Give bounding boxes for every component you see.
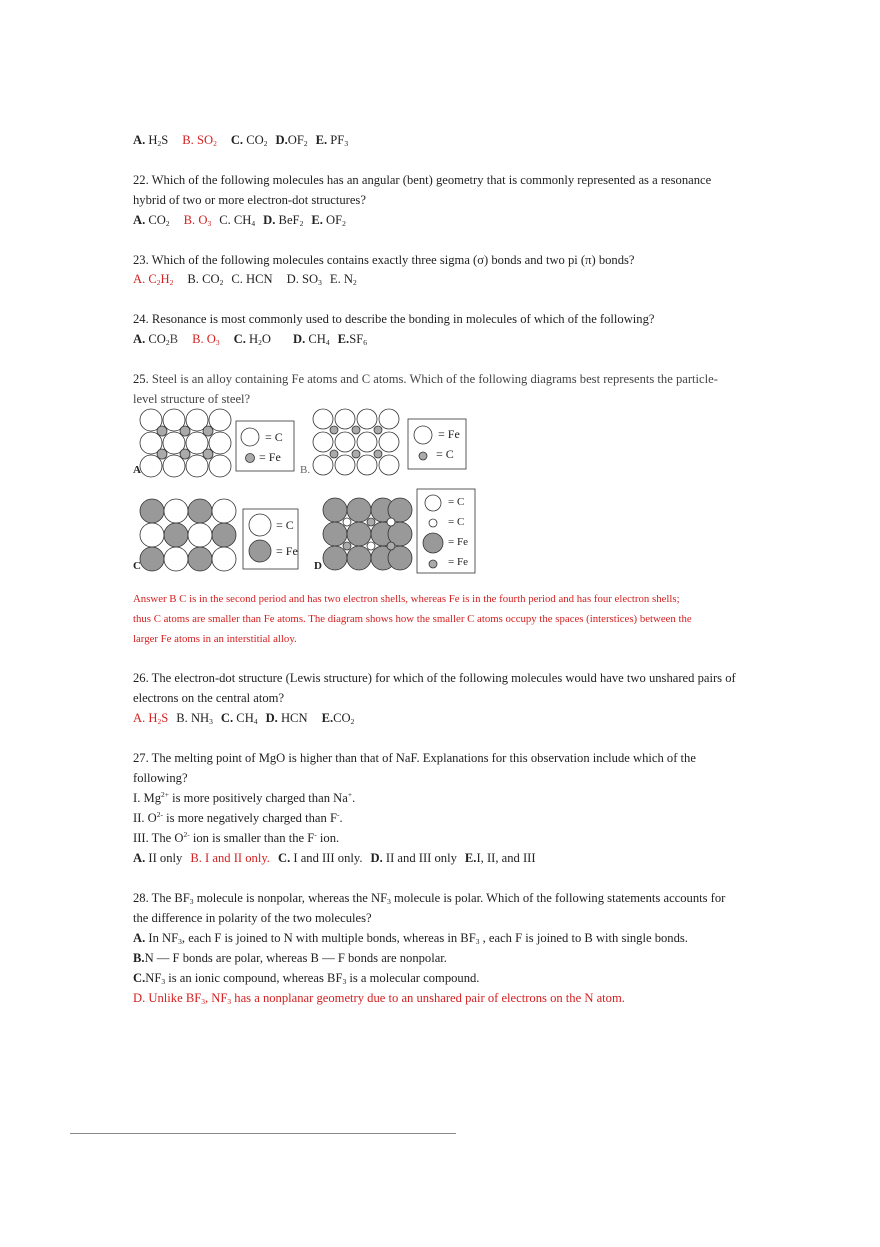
q28-stem-line1: 28. The $BF_3$ molecule is nonpolar, whereas the $NF_3$ molecule is polar. Which of the following statements accounts for [133, 891, 726, 906]
diagram-c-label: C [133, 560, 141, 572]
q28-stem-line2: the difference in polarity of the two molecules? [133, 911, 372, 925]
q25-answer-line1: Answer B C is in the second period and has two electron shells, whereas Fe is in the fourth period and has four electron shells; [133, 593, 680, 605]
diagram-a-legend-fe: = Fe [259, 450, 281, 464]
q27-statement-3: III. The $O^{2-}$ ion is smaller than the F- ion. [133, 830, 340, 845]
q25-answer-line3: larger Fe atoms in an interstitial alloy. [133, 633, 297, 645]
diagram-c-legend-fe: = Fe [276, 544, 298, 558]
q25-stem-line2: level structure of steel? [133, 392, 251, 406]
q23-stem: 23. Which of the following molecules contains exactly three sigma (σ) bonds and two pi (π) bonds? [133, 253, 635, 267]
diagram-b [312, 408, 472, 480]
diagram-d-label: D [314, 560, 322, 572]
q22-stem-line2: hybrid of two or more electron-dot structures? [133, 193, 366, 207]
diagram-b-legend-fe: = Fe [438, 427, 460, 441]
diagram-b-label: B. [300, 464, 311, 476]
q27-statement-1: I. $Mg^{2+}$ is more positively charged than Na+. [133, 790, 356, 805]
q22-options: A. $CO_2$ B. $O_3$ C. $CH_4$ D. BeF$_2$ E. $OF_2$ [133, 213, 346, 228]
diagram-c-legend-c: = C [276, 518, 294, 532]
diagram-c [139, 498, 299, 574]
q27-statement-2: II. $O^{2-}$ is more negatively charged than F-. [133, 810, 343, 825]
diagram-a-legend-c: = C [265, 430, 283, 444]
q27-options: A. II only B. I and II only. C. I and III only. D. II and III only E.I, II, and III [133, 851, 536, 865]
q25-answer-line2: thus C atoms are smaller than Fe atoms. The diagram shows how the smaller C atoms occupy the spaces (interstices) between the [133, 613, 692, 625]
q27-stem-line2: following? [133, 771, 188, 785]
diagram-d-legend-3: = Fe [448, 536, 468, 548]
q25-stem-line1: 25. Steel is an alloy containing Fe atoms and C atoms. Which of the following diagrams best represents the particle- [133, 372, 718, 386]
q26-options: A. $H_2S$ B. $NH_3$ C. $CH_4$ D. HCN $E.CO_2$ [133, 711, 355, 726]
q27-stem-line1: 27. The melting point of MgO is higher than that of NaF. Explanations for this observation include which of the [133, 751, 696, 765]
q28-option-d: D. Unlike $BF_3$, $NF_3$ has a nonplanar geometry due to an unshared pair of electrons on the N atom. [133, 991, 625, 1006]
q23-options: A. $C_2H_2$ B. $CO_2$ C. HCN D. $SO_3$ E. $N_2$ [133, 272, 357, 287]
q28-option-a: A. In $NF_3$, each F is joined to N with multiple bonds, whereas in $BF_3$ , each F is joined to B with single bonds. [133, 931, 688, 946]
diagram-b-legend-c: = C [436, 447, 454, 461]
diagram-d-legend-1: = C [448, 496, 465, 508]
q26-stem-line1: 26. The electron-dot structure (Lewis structure) for which of the following molecules would have two unshared pairs of [133, 671, 736, 685]
diagram-a-label: A [133, 464, 141, 476]
footer-rule [70, 1133, 456, 1134]
q24-stem: 24. Resonance is most commonly used to describe the bonding in molecules of which of the following? [133, 312, 655, 326]
diagram-d-legend-2: = C [448, 516, 465, 528]
q21-options: A. $H_2S$ B. $SO_2$ C. $CO_2$ $D.OF_2$ E. $PF_3$ [133, 133, 349, 148]
q26-stem-line2: electrons on the central atom? [133, 691, 285, 705]
q24-options: A. $CO_2B$ B. $O_3$ C. $H_2O$ D. $CH_4$ $E.SF_6$ [133, 332, 367, 347]
q22-stem-line1: 22. Which of the following molecules has an angular (bent) geometry that is commonly represented as a resonance [133, 173, 712, 187]
q28-option-b: B.N — F bonds are polar, whereas B — F bonds are nonpolar. [133, 951, 447, 965]
diagram-d-legend-4: = Fe [448, 556, 468, 568]
q28-option-c: $C.NF_3$ is an ionic compound, whereas $BF_3$ is a molecular compound. [133, 971, 480, 986]
